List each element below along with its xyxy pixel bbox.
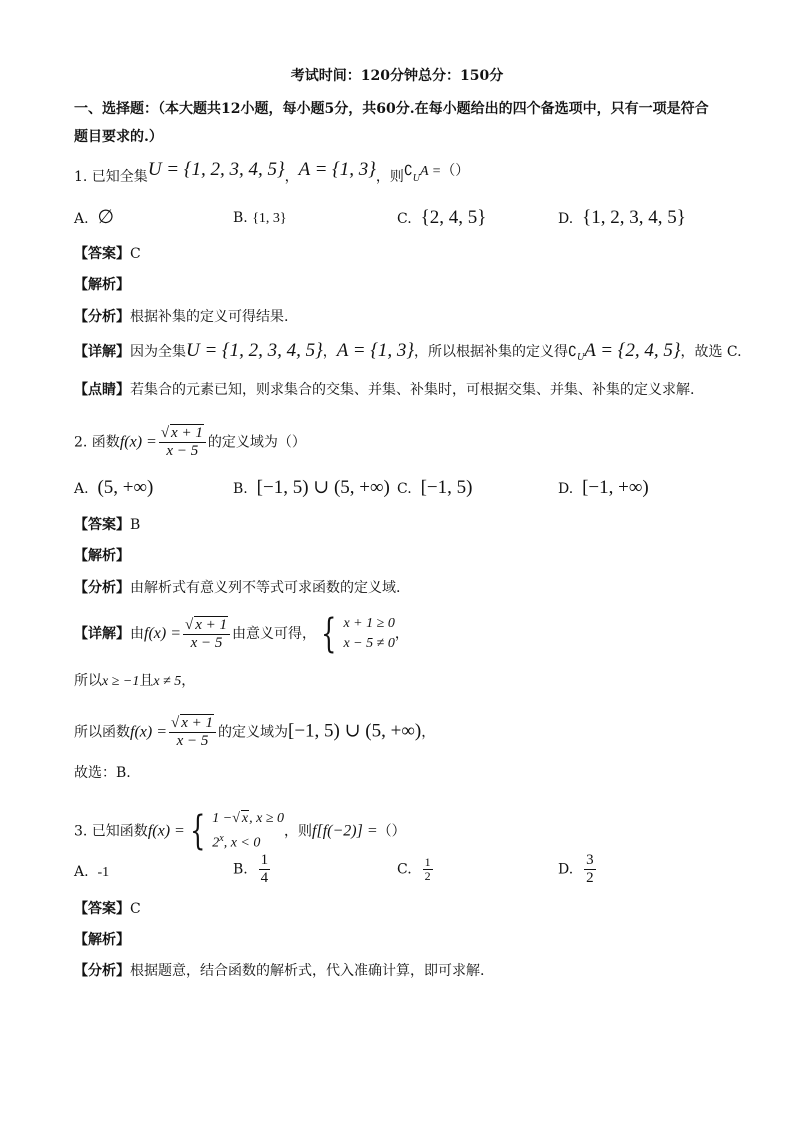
complement-subscript: U [412,172,420,184]
fraction-numerator: √ x + 1 [159,425,206,443]
option-label: D. [558,211,574,227]
fraction-numerator: 3 [586,852,594,868]
q2-option-d [558,478,649,499]
sqrt-radicand: x + 1 [181,715,214,731]
q2-answer [74,515,140,535]
text: 所以 [74,673,102,689]
q2-xiangjie [74,611,409,657]
text: ，所以根据补集的定义得 [414,344,569,360]
xiangjie-tag: 【详解】 [74,626,130,642]
q2-pick: 故选：B. [74,765,131,781]
option-label: C. [397,211,412,227]
dianjing-text: 若集合的元素已知，则求集合的交集、并集、补集时，可根据交集、并集、补集的定义求解. [130,382,695,398]
section-heading-line2: 题目要求的.） [74,129,163,145]
option-value: [−1, 5) ∪ (5, +∞) [256,477,390,498]
q3-answer [74,899,141,919]
answer-value: C [130,246,141,262]
fraction-numerator: 1 [260,852,269,868]
fraction-numerator: 1 [424,855,431,869]
text: 因为全集 [130,344,186,360]
text: 由意义可得， [232,626,317,642]
q1-xiangjie [74,341,742,368]
q1-option-b [233,208,287,229]
xiangjie-tag: 【详解】 [74,344,130,360]
complement-subscript: U [576,351,585,363]
q1-option-c [397,208,486,229]
q3-fenxi [74,961,484,981]
answer-tag: 【答案】 [74,517,130,533]
punct: ， [181,673,196,689]
fenxi-tag: 【分析】 [74,963,130,979]
q1-analysis-tag: 【解析】 [74,277,130,293]
left-brace-icon: { [321,611,337,657]
domain-result: [−1, 5) ∪ (5, +∞) [288,720,422,742]
fraction-numerator: √ x + 1 [183,617,230,635]
inequality-2: x − 5 ≠ 0 [343,636,395,651]
fraction-denominator: 4 [260,870,269,886]
option-label: D. [558,481,574,497]
fraction-denominator: 2 [424,869,431,883]
sqrt-radicand: x + 1 [171,425,203,441]
q1-dianjing [74,380,694,400]
question-number: 1. 已知全集 [74,169,148,185]
answer-value: B [130,517,141,533]
text: 所以函数 [74,724,130,741]
case-text: 2 [212,835,220,851]
option-label: C. [397,861,412,878]
fenxi-text: 根据题意，结合函数的解析式，代入准确计算，即可求解. [130,963,485,979]
inequality: x ≠ 5 [153,674,182,689]
exam-header: 考试时间：120分钟总分：150分 [290,68,504,84]
punct: ， [322,344,337,360]
option-fraction [584,852,596,887]
function-name: f(x) = [144,625,181,642]
option-value: -1 [97,865,110,880]
option-label: C. [397,481,412,497]
text: 由 [130,626,144,642]
option-label: B. [233,210,248,226]
punct: ， [284,169,299,185]
case-cond: , x ≥ 0 [249,811,285,826]
question-1 [74,159,470,193]
option-label: A. [74,481,89,497]
text: 的定义域为（） [207,434,306,451]
option-label: A. [74,211,89,227]
q2-so1 [74,671,195,692]
case-cond: , x < 0 [223,835,261,851]
q3-analysis-tag: 【解析】 [74,932,130,948]
fenxi-tag: 【分析】 [74,580,130,596]
option-value: {1, 2, 3, 4, 5} [582,207,686,228]
option-label: B. [233,861,248,878]
q3-option-a [74,862,109,883]
fenxi-tag: 【分析】 [74,309,130,325]
fraction [159,425,206,460]
sqrt-radicand: x [241,811,249,826]
complement-symbol: ∁ [403,164,413,179]
q1-fenxi [74,307,288,327]
blank-paren: （） [441,163,470,179]
punct: ， [421,724,436,741]
dianjing-tag: 【点睛】 [74,382,130,398]
answer-tag: 【答案】 [74,901,130,917]
option-value: [−1, 5) [420,477,473,498]
q3-option-b [233,852,272,887]
punct: ， [394,626,409,642]
q3-option-d [558,852,598,887]
function-name: f(x) = [147,822,185,840]
fraction [183,617,230,652]
fraction-denominator: x − 5 [176,733,209,749]
piecewise-cases [212,809,284,854]
text: 的定义域为 [218,724,289,741]
q2-option-a [74,478,153,499]
blank-paren: （） [377,823,406,840]
fraction-denominator: 2 [586,870,594,886]
question-number: 2. 函数 [74,434,120,451]
q2-option-b [233,478,390,499]
option-label: B. [233,481,248,497]
q3-option-c [397,856,435,883]
option-label: D. [558,861,574,878]
exponent: x [219,833,224,844]
option-value: {2, 4, 5} [420,207,487,228]
answer-value: C [130,901,141,917]
function-name: f(x) = [119,433,157,451]
option-value: ∅ [97,207,115,228]
option-value: (5, +∞) [97,477,154,498]
option-fraction [259,852,271,887]
option-fraction [423,856,433,883]
left-brace-icon: { [189,808,206,855]
question-2 [74,425,306,460]
case-1: 1 −√ x, x ≥ 0 [212,811,285,826]
section-heading-line1: 一、选择题：（本大题共12小题，每小题5分，共60分.在每小题给出的四个备选项中，只有一项是符合 [74,101,709,117]
fraction-denominator: x − 5 [190,634,223,651]
text-then: ，则 [375,169,404,185]
option-value: {1, 3} [252,211,287,226]
q1-answer [74,244,141,264]
text: ，则 [284,823,313,840]
fenxi-text: 由解析式有意义列不等式可求函数的定义域. [130,580,401,596]
q1-option-a [74,208,114,229]
set-u: U = {1, 2, 3, 4, 5} [147,159,285,180]
sqrt-radicand: x + 1 [195,616,228,633]
fraction-numerator: √ x + 1 [169,715,216,733]
inequality-1: x + 1 ≥ 0 [343,616,395,631]
q2-option-c [397,478,472,499]
set-a: A = {1, 3} [298,159,376,180]
q2-analysis-tag: 【解析】 [74,548,130,564]
text: 且 [139,673,154,689]
text: ，故选 C. [680,344,742,360]
function-name: f(x) = [130,723,167,741]
q2-fenxi [74,578,400,598]
answer-tag: 【答案】 [74,246,130,262]
fenxi-text: 根据补集的定义可得结果. [130,309,289,325]
case-2 [212,829,284,854]
inequality: x ≥ −1 [102,674,140,689]
q1-option-d [558,208,686,229]
complement-result: A = {2, 4, 5} [584,340,681,361]
inequality-system [343,614,394,654]
q2-so2 [74,715,435,750]
option-label: A. [74,864,89,880]
complement-symbol: ∁ [568,345,577,360]
set-a: A = {1, 3} [336,340,415,361]
case-text: 1 − [212,811,233,826]
question-3 [74,809,406,854]
fraction [169,715,216,750]
complement-expr: A = [420,164,442,179]
composite-expr: f[f(−2)] = [312,822,378,840]
set-u: U = {1, 2, 3, 4, 5} [186,340,323,361]
fraction-denominator: x − 5 [166,443,199,459]
option-value: [−1, +∞) [582,477,649,498]
question-number: 3. 已知函数 [74,823,148,840]
